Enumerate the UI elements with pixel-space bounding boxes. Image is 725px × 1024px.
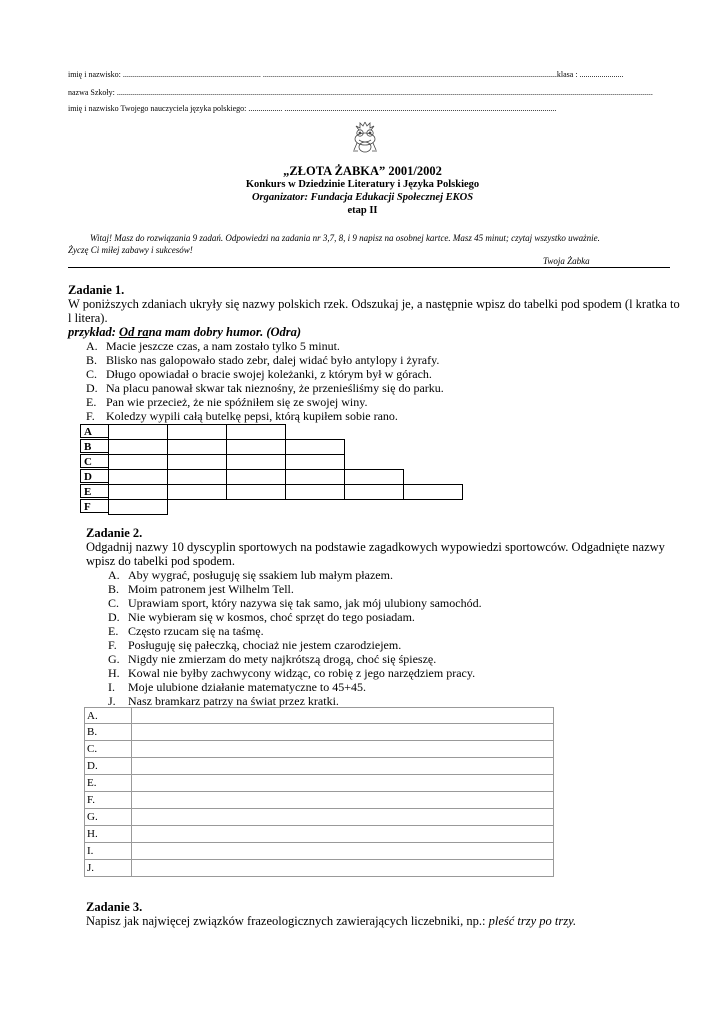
contest-subtitle: Konkurs w Dziedzinie Literatury i Języka Polskiego [245,179,480,190]
row-label: A. [87,710,98,722]
task2-answer-table [84,707,554,877]
answer-cell[interactable] [344,469,404,485]
header-divider [68,267,670,268]
task2-row[interactable] [84,707,554,724]
task2-row[interactable] [84,792,554,809]
answer-cell[interactable] [226,439,286,455]
row-label: D [80,469,109,483]
task2-row[interactable] [84,860,554,877]
row-label: E [80,484,109,498]
page-title: „ZŁOTA ŻABKA” 2001/2002 [283,164,442,178]
task3-description: Napisz jak najwięcej związków frazeologicznych zawierających liczebniki, np.: pleść trzy po trzy. [86,914,577,928]
task2-row[interactable] [84,758,554,775]
answer-cell[interactable] [108,469,168,485]
task2-row[interactable] [84,724,554,741]
student-name-line[interactable]: imię i nazwisko: ..................................................................... ...................................................................................................................................................klasa : ...................... [68,70,624,79]
task1-example: przykład: Od rana mam dobry humor. (Odra) [68,325,302,339]
answer-cell[interactable] [108,424,168,440]
stage-label: etap II [347,205,378,216]
answer-cell[interactable] [285,454,345,470]
row-label: E. [87,777,97,789]
teacher-name-line[interactable]: imię i nazwisko Twojego nauczyciela języka polskiego: ................. ........................................................................................................................................ [68,104,557,113]
row-label: B [80,439,109,453]
answer-cell[interactable] [285,484,345,500]
row-label: C [80,454,109,468]
answer-cell[interactable] [285,439,345,455]
answer-cell[interactable] [167,469,227,485]
answer-cell[interactable] [285,469,345,485]
task2-description-cont: wpisz do tabelki pod spodem. [86,554,235,568]
school-name-line[interactable]: nazwa Szkoły: ............................................................................................................................................................................................................................................................................ [68,88,653,97]
task2-row[interactable] [84,809,554,826]
answer-cell[interactable] [108,454,168,470]
task2-row[interactable] [84,843,554,860]
answer-cell[interactable] [226,469,286,485]
intro-wishes: Życzę Ci miłej zabawy i sukcesów! [68,245,193,255]
intro-instructions: Witaj! Masz do rozwiązania 9 zadań. Odpowiedzi na zadania nr 3,7, 8, i 9 napisz na osobnej kartce. Masz 45 minut; czytaj wszystko uważnie. [90,233,600,243]
row-label: C. [87,743,98,755]
row-label: F [80,499,109,513]
answer-cell[interactable] [226,484,286,500]
row-label: G. [87,811,98,823]
task1-description-cont: l litera). [68,311,108,325]
task2-heading: Zadanie 2. [86,526,143,540]
row-label: D. [87,760,98,772]
answer-cell[interactable] [108,499,168,515]
task1-description: W poniższych zdaniach ukryły się nazwy polskich rzek. Odszukaj je, a następnie wpisz do tabelki pod spodem (l kratka to [68,297,680,311]
row-label: H. [87,828,98,840]
answer-cell[interactable] [167,484,227,500]
row-label: I. [87,845,94,857]
answer-cell[interactable] [226,454,286,470]
answer-cell[interactable] [403,484,463,500]
answer-cell[interactable] [108,439,168,455]
task1-heading: Zadanie 1. [68,283,125,297]
task2-row[interactable] [84,826,554,843]
row-label: J. [87,862,95,874]
intro-signature: Twoja Żabka [543,256,590,266]
answer-cell[interactable] [108,484,168,500]
row-label: F. [87,794,95,806]
answer-cell[interactable] [344,484,404,500]
row-label: B. [87,726,98,738]
task2-description: Odgadnij nazwy 10 dyscyplin sportowych na podstawie zagadkowych wypowiedzi sportowców. Odgadnięte nazwy [86,540,665,554]
answer-cell[interactable] [167,439,227,455]
task2-row[interactable] [84,741,554,758]
task3-heading: Zadanie 3. [86,900,143,914]
answer-cell[interactable] [167,424,227,440]
answer-cell[interactable] [226,424,286,440]
answer-cell[interactable] [167,454,227,470]
task2-row[interactable] [84,775,554,792]
organizer-line: Organizator: Fundacja Edukacji Społecznej EKOS [251,192,474,203]
row-label: A [80,424,109,438]
frog-icon [350,120,380,154]
